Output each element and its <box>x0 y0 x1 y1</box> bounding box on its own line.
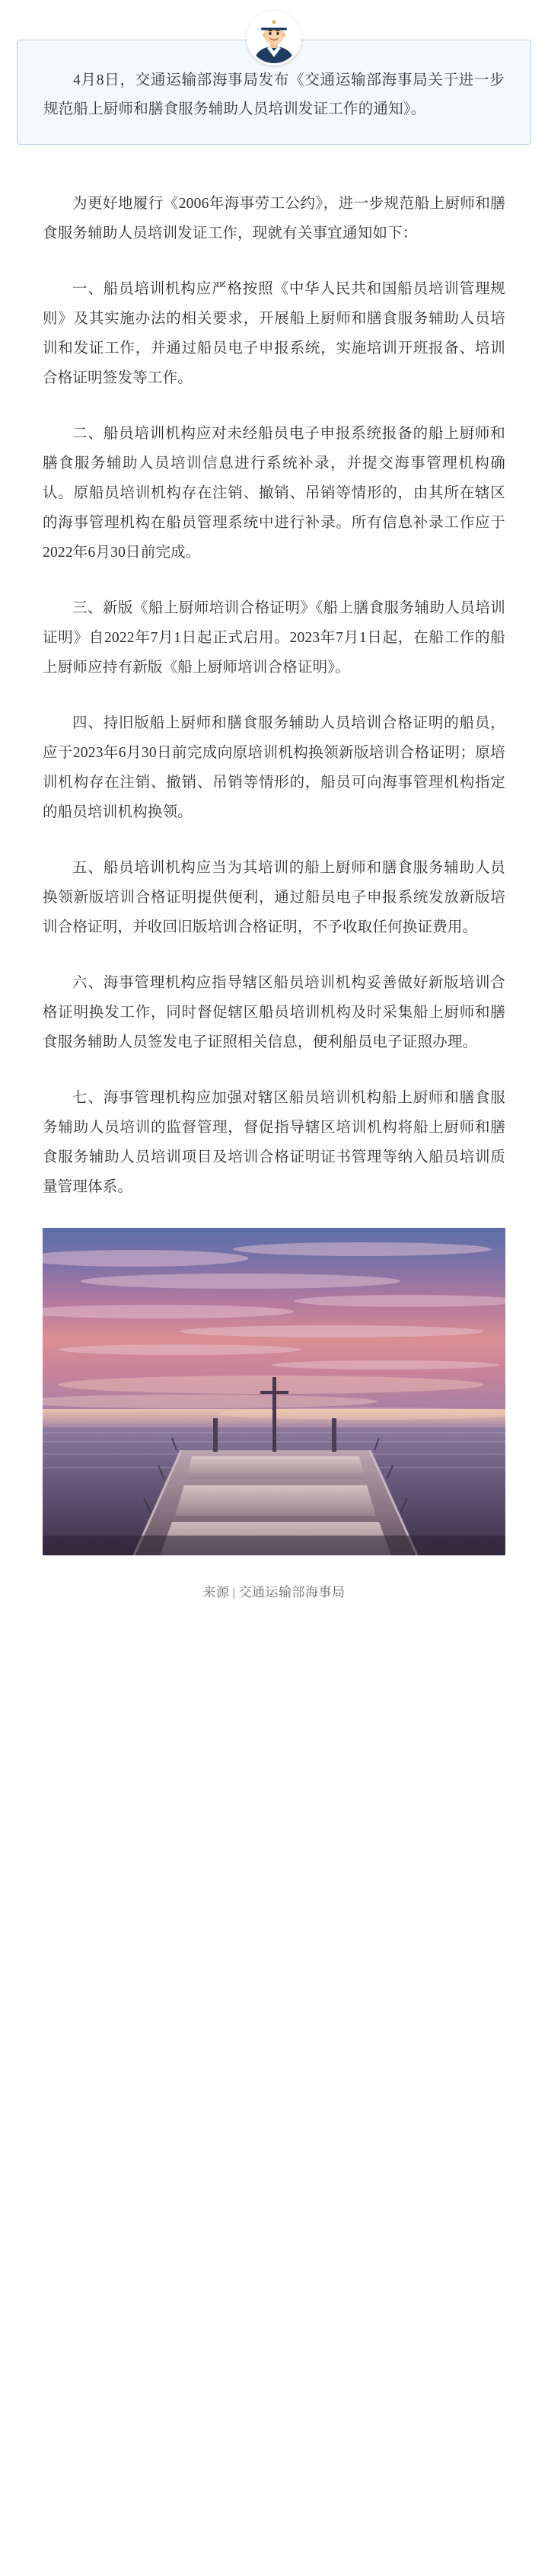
paragraph: 二、船员培训机构应对未经船员电子申报系统报备的船上厨师和膳食服务辅助人员培训信息进行系统补录，并提交海事管理机构确认。原船员培训机构存在注销、撤销、吊销等情形的，由其所在辖区的海事管理机构在船员管理系统中进行补录。所有信息补录工作应于2022年6月30日前完成。 <box>43 426 505 561</box>
photo-container <box>43 1228 505 1555</box>
intro-text: 4月8日，交通运输部海事局发布《交通运输部海事局关于进一步规范船上厨师和膳食服务辅助人员培训发证工作的通知》。 <box>43 72 505 118</box>
paragraph: 为更好地履行《2006年海事劳工公约》，进一步规范船上厨师和膳食服务辅助人员培训发证工作，现就有关事宜通知如下： <box>43 196 505 241</box>
ship-bow-sunset-photo <box>43 1228 505 1555</box>
sailor-avatar-icon <box>249 13 299 63</box>
source-line <box>43 1581 505 1631</box>
source-value: 交通运输部海事局 <box>238 1585 346 1600</box>
avatar <box>247 11 301 66</box>
paragraph: 五、船员培训机构应当为其培训的船上厨师和膳食服务辅助人员换领新版培训合格证明提供便利，通过船员电子申报系统发放新版培训合格证明，并收回旧版培训合格证明，不予收取任何换证费用。 <box>43 860 505 935</box>
paragraph: 三、新版《船上厨师培训合格证明》《船上膳食服务辅助人员培训证明》自2022年7月1日起正式启用。2023年7月1日起，在船工作的船上厨师应持有新版《船上厨师培训合格证明》。 <box>43 600 505 676</box>
article-body <box>17 189 531 1631</box>
paragraph: 七、海事管理机构应加强对辖区船员培训机构船上厨师和膳食服务辅助人员培训的监督管理，督促指导辖区培训机构将船上厨师和膳食服务辅助人员培训项目及培训合格证明证书管理等纳入船员培训质量管理体系。 <box>43 1090 505 1195</box>
source-separator: | <box>232 1585 236 1600</box>
paragraph: 四、持旧版船上厨师和膳食服务辅助人员培训合格证明的船员，应于2023年6月30日前完成向原培训机构换领新版培训合格证明；原培训机构存在注销、撤销、吊销等情形的，船员可向海事管理机构指定的船员培训机构换领。 <box>43 715 505 820</box>
paragraph: 六、海事管理机构应指导辖区船员培训机构妥善做好新版培训合格证明换发工作，同时督促辖区船员培训机构及时采集船上厨师和膳食服务辅助人员签发电子证照相关信息，便利船员电子证照办理。 <box>43 975 505 1050</box>
source-label: 来源 <box>202 1585 230 1600</box>
avatar-container <box>0 11 548 66</box>
paragraph: 一、船员培训机构应严格按照《中华人民共和国船员培训管理规则》及其实施办法的相关要求，开展船上厨师和膳食服务辅助人员培训和发证工作，并通过船员电子申报系统，实施培训开班报备、培训合格证明签发等工作。 <box>43 281 505 386</box>
